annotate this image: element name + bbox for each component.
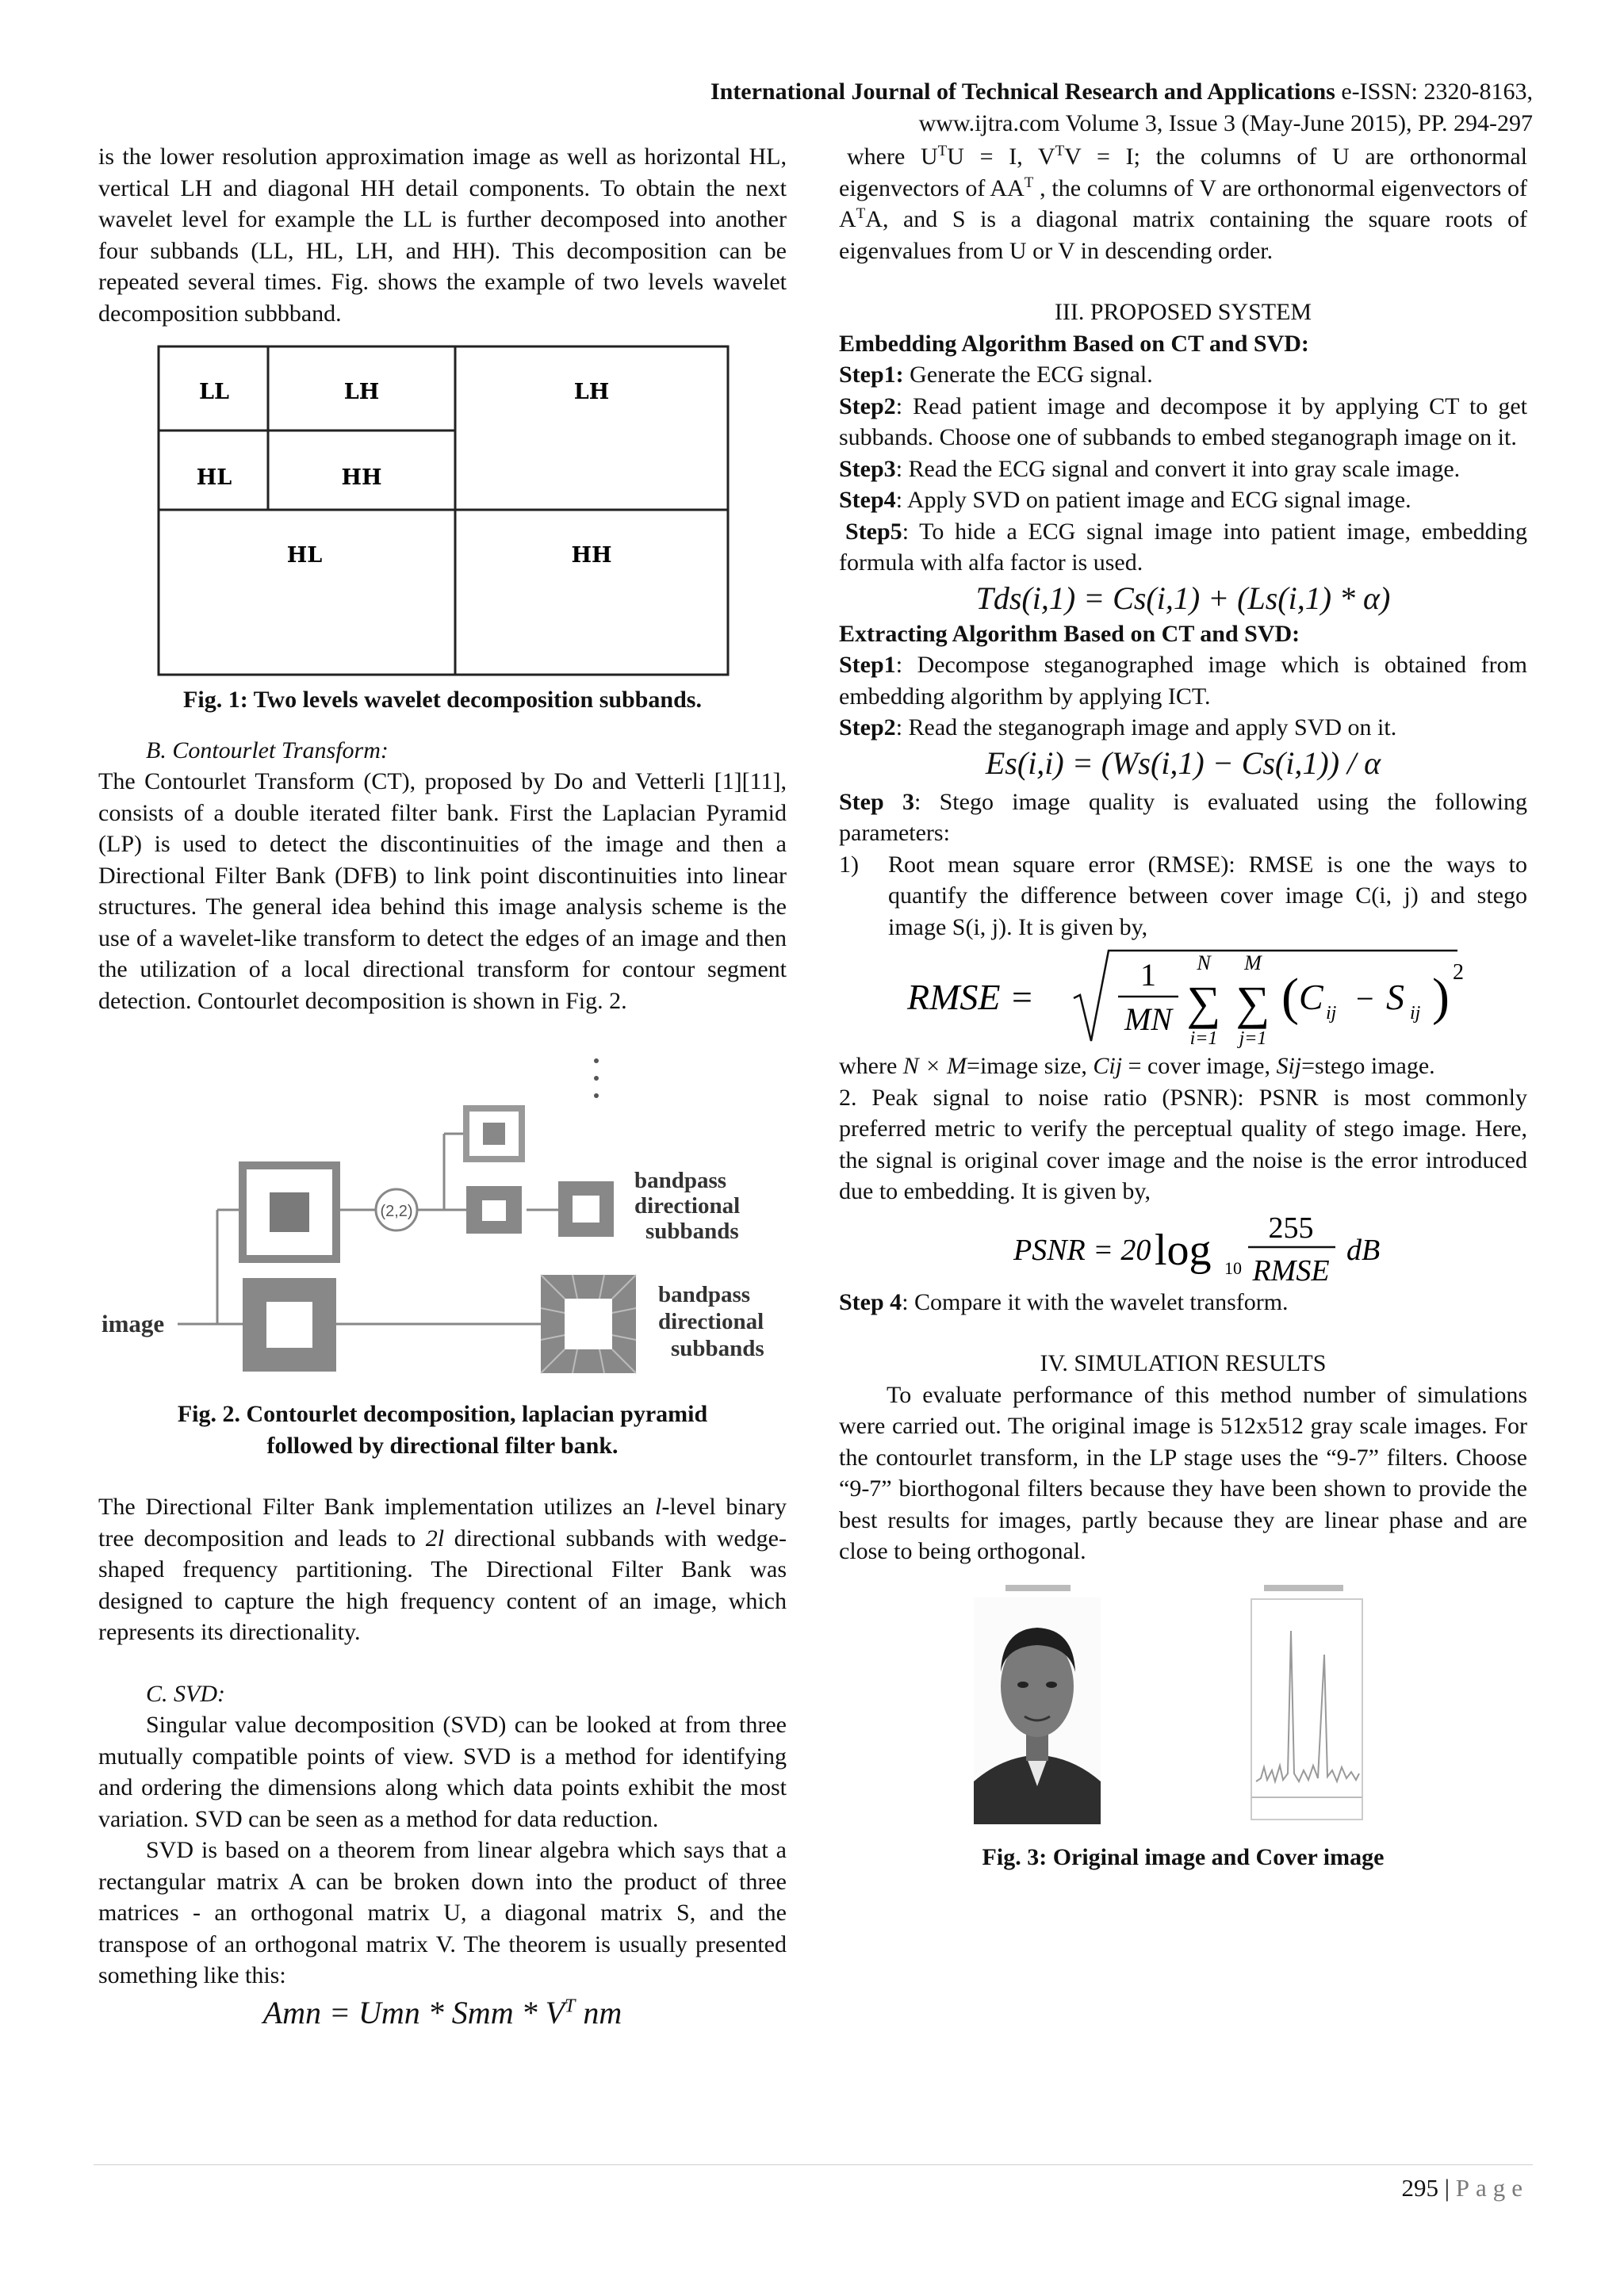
- original-portrait: [974, 1598, 1101, 1824]
- rmse-item-text: Root mean square error (RMSE): RMSE is one the ways to quantify the difference between cover image C(i, j) and stego image S(i, j). It is given by,: [888, 851, 1527, 940]
- rmse-equation: [839, 946, 1527, 1050]
- w2-d: =stego image.: [1301, 1053, 1435, 1079]
- svd-eq-b: nm: [575, 1994, 622, 2030]
- rmse-mn: MN: [1124, 1001, 1172, 1037]
- rmse-s-ij: ij: [1410, 1003, 1421, 1024]
- paren-close: ): [1432, 968, 1450, 1026]
- w2-b: =image size,: [967, 1053, 1094, 1079]
- w2-c: = cover image,: [1122, 1053, 1277, 1079]
- section-b-heading: B. Contourlet Transform:: [146, 737, 389, 763]
- embed-step-5-key: Step5: [845, 518, 902, 545]
- w2-a: where: [839, 1053, 903, 1079]
- step-4-text: : Compare it with the wavelet transform.: [902, 1288, 1289, 1315]
- figure-3: [839, 1583, 1527, 1837]
- extract-step-1-key: Step1: [839, 652, 896, 678]
- rmse-m: M: [1244, 951, 1262, 974]
- page-number-label: Page: [1455, 2174, 1529, 2202]
- step-4-key: Step 4: [839, 1288, 902, 1315]
- svd-eq-t: T: [565, 1996, 576, 2017]
- embed-step-1-key: Step1:: [839, 362, 904, 388]
- rmse-i1: i=1: [1189, 1028, 1218, 1049]
- label-lh-small: LH: [343, 380, 380, 404]
- band1-line2: directional: [634, 1193, 741, 1219]
- psnr-db: dB: [1346, 1233, 1381, 1267]
- dfb-text-b: -level binary tree decomposition and leads to: [98, 1494, 787, 1552]
- embed-step-3-text: : Read the ECG signal and convert it into gray scale image.: [895, 455, 1461, 482]
- w2-sij: Sij: [1276, 1053, 1302, 1079]
- footer-rule: [94, 2164, 1533, 2165]
- es-equation: Es(i,i) = (Ws(i,1) − Cs(i,1)) / α: [985, 744, 1381, 781]
- contourlet-diagram: [98, 1054, 787, 1391]
- psnr-ten: 10: [1224, 1257, 1242, 1278]
- rmse-n: N: [1197, 951, 1211, 974]
- cover-signal-plot: [1251, 1599, 1362, 1820]
- dfb-text-c: directional subbands with wedge-shaped frequency partitioning. The Directional Filter Bank was designed to capture the high frequency content of an image, which represents its directionality.: [98, 1525, 787, 1645]
- where-b: U = I, V: [947, 144, 1055, 170]
- step-3: [839, 786, 1527, 849]
- rmse-lhs: RMSE =: [907, 977, 1035, 1017]
- band1-line1: bandpass: [634, 1168, 727, 1193]
- embed-step-4-text: : Apply SVD on patient image and ECG signal image.: [895, 487, 1411, 513]
- svd-paragraph-2: SVD is based on a theorem from linear algebra which says that a rectangular matrix A can be broken down into the product of three matrices - an orthogonal matrix U, a diagonal matrix S, and the transpose of an orthogonal matrix V. The theorem is usually presented something like this:: [98, 1837, 787, 1988]
- rmse-c: C: [1299, 977, 1323, 1017]
- running-header: [710, 76, 1533, 140]
- rmse-where: [839, 1050, 1527, 1082]
- figure-1-caption: Fig. 1: Two levels wavelet decomposition subbands.: [183, 687, 702, 713]
- where-e: A, and S is a diagonal matrix containing the square roots of eigenvalues from U or V in descending order.: [839, 206, 1527, 264]
- where-t1: T: [937, 143, 948, 159]
- embed-step-3-key: Step3: [839, 455, 896, 482]
- label-hh-big: HH: [571, 543, 612, 568]
- paren-open: (: [1281, 968, 1299, 1026]
- where-a: where U: [847, 144, 938, 170]
- rmse-minus: −: [1356, 981, 1374, 1016]
- w2-nm: N × M: [902, 1053, 967, 1079]
- band1-line3: subbands: [645, 1219, 739, 1244]
- figure-3-images: [839, 1583, 1527, 1837]
- section-4-heading: IV. SIMULATION RESULTS: [1040, 1350, 1327, 1376]
- embed-step-2-text: : Read patient image and decompose it by applying CT to get subbands. Choose one of subbands to embed steganograph image on it.: [839, 392, 1527, 450]
- svd-where-paragraph: [839, 141, 1527, 266]
- dfb-text-a: The Directional Filter Bank implementation utilizes an: [98, 1494, 656, 1520]
- embed-step-2-key: Step2: [839, 392, 896, 419]
- label-hl-big: HL: [286, 543, 323, 568]
- right-column: [839, 141, 1527, 1873]
- simulation-paragraph: To evaluate performance of this method number of simulations were carried out. The original image is 512x512 gray scale images. For the contourlet transform, in the LP stage uses the “9-7” filters. Choose “9-7” biorthogonal filters because they have been shown to provide the best results for images, partly because they are linear phase and are close to being orthogonal.: [839, 1381, 1527, 1564]
- embed-step-4: [839, 484, 1527, 516]
- section-c-heading: C. SVD:: [146, 1680, 225, 1707]
- dfb-paragraph: [98, 1491, 787, 1648]
- figure-2: [98, 1054, 787, 1391]
- where-t2: T: [1055, 143, 1065, 159]
- embed-step-5: [839, 516, 1527, 579]
- embedding-title: Embedding Algorithm Based on CT and SVD:: [839, 330, 1309, 357]
- embed-step-4-key: Step4: [839, 487, 896, 513]
- embed-step-5-text: : To hide a ECG signal image into patient image, embedding formula with alfa factor is used.: [839, 518, 1527, 576]
- page-number-sep: |: [1438, 2174, 1456, 2202]
- rmse-item: [839, 849, 1527, 943]
- journal-title: International Journal of Technical Research and Applications: [710, 78, 1335, 105]
- contourlet-paragraph: The Contourlet Transform (CT), proposed by Do and Vetterli [1][11], consists of a double iterated filter bank. First the Laplacian Pyramid (LP) is used to detect the discontinuities of the image and then a Directional Filter Bank (DFB) to link point discontinuities into linear structures. The general idea behind this image analysis scheme is the use of a wavelet-like transform to detect the edges of an image and then the utilization of a local directional transform for contour segment detection. Contourlet decomposition is shown in Fig. 2.: [98, 768, 787, 1014]
- downsample-node: (2,2): [380, 1203, 413, 1220]
- dfb-l: l: [655, 1494, 662, 1520]
- rmse-j1: j=1: [1239, 1028, 1267, 1049]
- rmse-formula: [839, 946, 1527, 1050]
- psnr-den: RMSE: [1252, 1253, 1330, 1287]
- svd-equation: [98, 1993, 787, 2033]
- image-input-label: image: [102, 1310, 165, 1337]
- figure-2-caption-line1: Fig. 2. Contourlet decomposition, laplacian pyramid: [177, 1401, 708, 1427]
- label-ll: LL: [199, 380, 229, 404]
- figure-1: [157, 345, 731, 686]
- rmse-item-number: 1): [839, 851, 859, 878]
- rmse-square: 2: [1453, 960, 1464, 985]
- sum-sign-2: ∑: [1235, 977, 1270, 1029]
- step-3-key: Step 3: [839, 788, 914, 815]
- psnr-paragraph: 2. Peak signal to noise ratio (PSNR): PSNR is most commonly preferred metric to verify the perceptual quality of stego image. Here, the signal is original cover image and the noise is the error introduced due to embedding. It is given by,: [839, 1084, 1527, 1204]
- extract-step-2: [839, 712, 1527, 744]
- psnr-num: 255: [1268, 1211, 1314, 1245]
- tds-equation: Tds(i,1) = Cs(i,1) + (Ls(i,1) * α): [975, 580, 1391, 616]
- section-3-heading: III. PROPOSED SYSTEM: [1054, 299, 1312, 325]
- label-hl-small: HL: [196, 465, 232, 490]
- rmse-s: S: [1386, 977, 1404, 1017]
- band2-line1: bandpass: [658, 1282, 751, 1307]
- where-t3: T: [1024, 174, 1034, 191]
- rmse-c-ij: ij: [1326, 1003, 1337, 1024]
- psnr-formula: [839, 1207, 1527, 1287]
- where-c: V = I; the columns of U are orthonormal eigenvectors of AA: [839, 144, 1527, 201]
- svd-eq-a: Amn = Umn * Smm * V: [262, 1994, 565, 2030]
- extracting-title: Extracting Algorithm Based on CT and SVD:: [839, 620, 1300, 647]
- step-4: [839, 1287, 1527, 1318]
- embed-step-1-text: Generate the ECG signal.: [903, 362, 1153, 388]
- page-number-value: 295: [1401, 2174, 1439, 2202]
- sum-sign-1: ∑: [1186, 977, 1221, 1029]
- band2-line2: directional: [658, 1309, 764, 1334]
- figure-3-caption: Fig. 3: Original image and Cover image: [982, 1843, 1385, 1870]
- dfb-2l: 2l: [425, 1525, 445, 1552]
- label-lh-big: LH: [573, 380, 610, 404]
- embed-step-1: [839, 359, 1527, 391]
- label-hh-small: HH: [341, 465, 382, 490]
- psnr-lhs: PSNR = 20: [1013, 1233, 1151, 1267]
- extract-step-2-key: Step2: [839, 714, 896, 740]
- figure-2-caption-line2: followed by directional filter bank.: [266, 1432, 619, 1459]
- extract-step-1-text: : Decompose steganographed image which is obtained from embedding algorithm by applying ICT.: [839, 652, 1527, 710]
- step-3-text: : Stego image quality is evaluated using the following parameters:: [839, 788, 1527, 846]
- journal-volume: www.ijtra.com Volume 3, Issue 3 (May-June 2015), PP. 294-297: [918, 110, 1533, 136]
- band2-line3: subbands: [671, 1336, 764, 1361]
- psnr-equation: [839, 1207, 1527, 1287]
- wavelet-paragraph: is the lower resolution approximation image as well as horizontal HL, vertical LH and diagonal HH detail components. To obtain the next wavelet level for example the LL is further decomposed into another four subbands (LL, HL, LH, and HH). This decomposition can be repeated several times. Fig. shows the example of two levels wavelet decomposition subbband.: [98, 144, 787, 327]
- where-d: , the columns of V are orthonormal eigenvectors of A: [839, 174, 1528, 232]
- w2-cij: Cij: [1093, 1053, 1123, 1079]
- rmse-one: 1: [1140, 957, 1156, 993]
- journal-issn: e-ISSN: 2320-8163,: [1335, 78, 1533, 105]
- where-t4: T: [856, 205, 866, 222]
- psnr-log: log: [1155, 1225, 1212, 1275]
- embed-step-2: [839, 391, 1527, 453]
- extract-step-2-text: : Read the steganograph image and apply SVD on it.: [895, 714, 1397, 740]
- wavelet-subband-diagram: [157, 345, 731, 686]
- page-number: [1402, 2172, 1529, 2204]
- left-column: [98, 141, 787, 2033]
- embed-step-3: [839, 453, 1527, 485]
- extract-step-1: [839, 649, 1527, 712]
- svd-paragraph-1: Singular value decomposition (SVD) can be looked at from three mutually compatible points of view. SVD is a method for identifying and ordering the dimensions along which data points exhibit the most variation. SVD can be seen as a method for data reduction.: [98, 1712, 787, 1832]
